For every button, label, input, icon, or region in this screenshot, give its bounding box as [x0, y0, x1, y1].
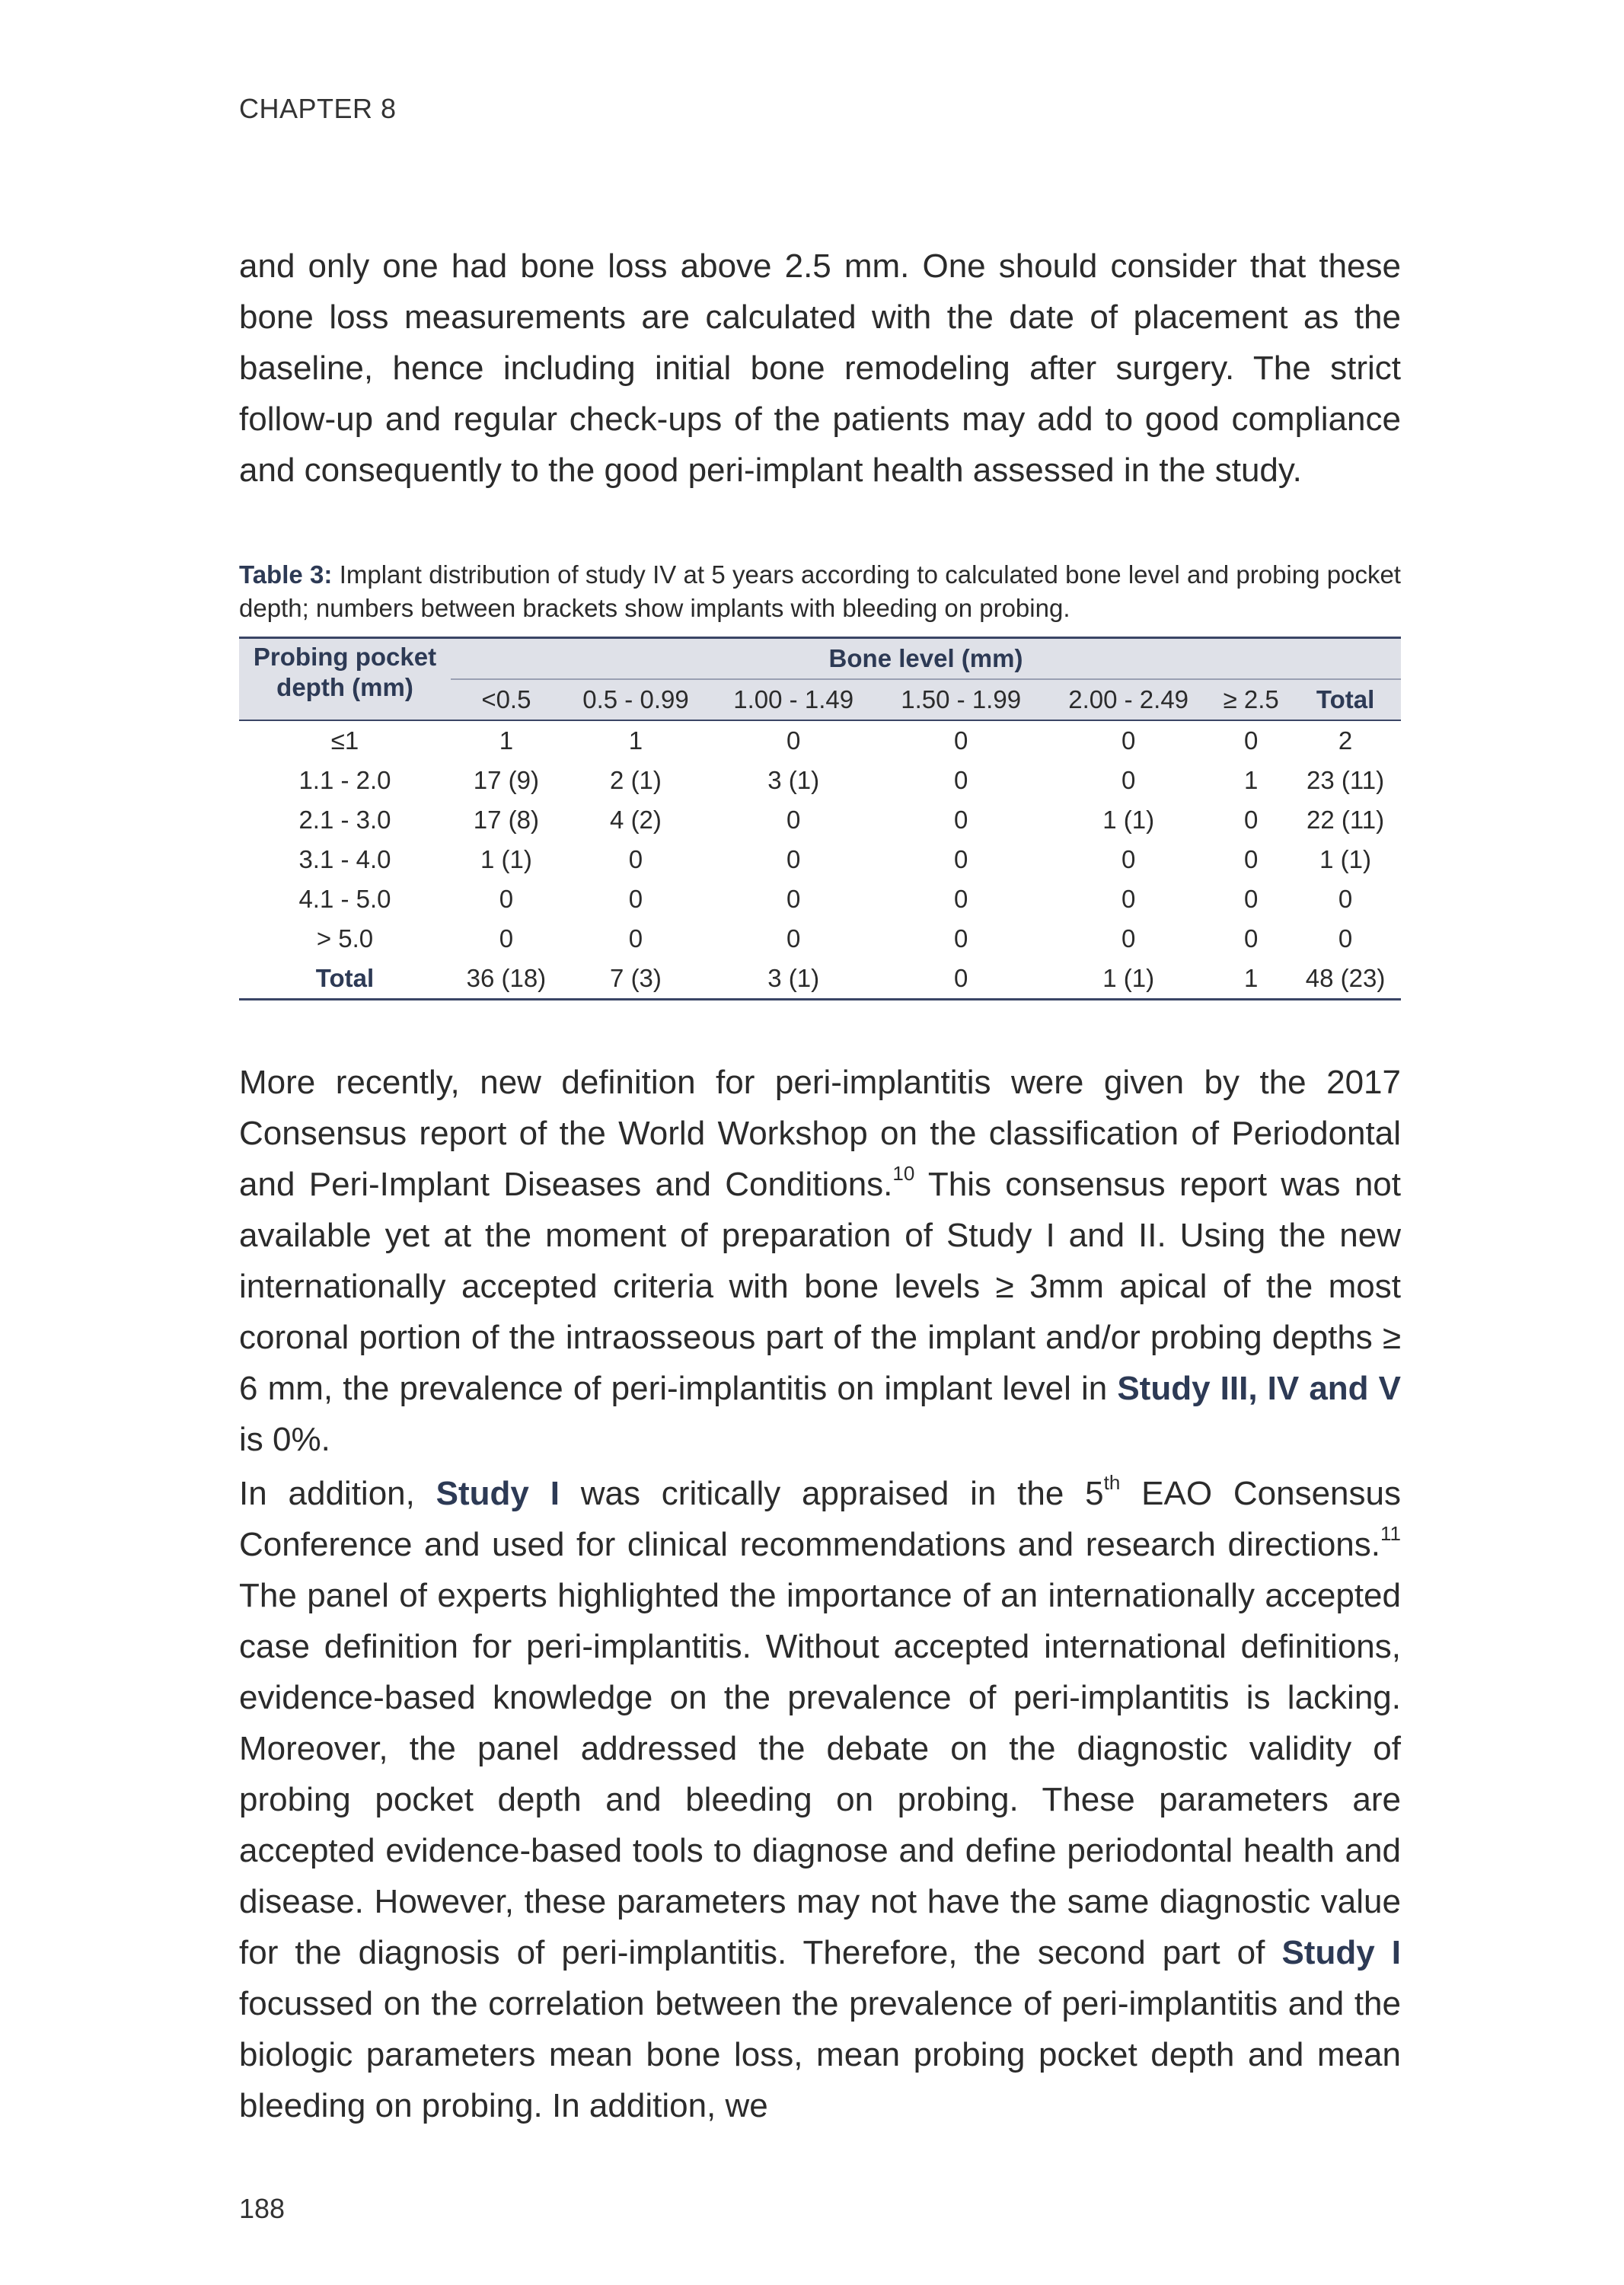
- table-cell: 0: [1121, 924, 1136, 953]
- table-cell: 1 (1): [1102, 806, 1155, 834]
- chapter-header: CHAPTER 8: [239, 93, 397, 124]
- table-cell: 1: [628, 726, 643, 755]
- table-cell: 1 (1): [1102, 964, 1155, 992]
- table-cell: 1: [1243, 766, 1259, 794]
- table-cell: 0: [628, 924, 643, 953]
- table-cell: 0: [953, 885, 968, 913]
- bold-study-reference: Study I: [436, 1475, 560, 1512]
- column-header: 1.00 - 1.49: [710, 679, 877, 720]
- table-cell: 0: [1121, 845, 1136, 873]
- table-cell: 17 (8): [473, 806, 539, 834]
- table-cell: 0: [499, 885, 514, 913]
- table-cell: 0: [1121, 766, 1136, 794]
- row-label-total: Total: [315, 964, 375, 992]
- table-cell: 2: [1338, 726, 1353, 755]
- table-cell: 1: [499, 726, 514, 755]
- table-cell: 0: [1338, 885, 1353, 913]
- reference-superscript: 10: [892, 1162, 915, 1186]
- column-header: ≥ 2.5: [1212, 679, 1290, 720]
- paragraph-bone-loss: and only one had bone loss above 2.5 mm. One should consider that these bone loss measurements are calculated with the date of placement as the baseline, hence including initial bone remodeling after surgery. The strict follow-up and regular check-ups of the patients may add to good compliance and consequently to the good peri-implant health assessed in the study.: [239, 247, 1401, 489]
- table-cell: 4 (2): [610, 806, 662, 834]
- table-cell: 0: [786, 806, 801, 834]
- table-cell: 7 (3): [610, 964, 662, 992]
- table-cell: 1 (1): [1319, 845, 1371, 873]
- table-caption: [239, 558, 1401, 625]
- text-run: In addition,: [239, 1475, 436, 1512]
- text-run: was critically appraised in the 5: [559, 1475, 1104, 1512]
- table-cell: 0: [953, 964, 968, 992]
- table-row-total: [239, 959, 1401, 1000]
- ordinal-superscript: th: [1103, 1471, 1121, 1495]
- row-header: Probing pocket depth (mm): [239, 638, 451, 721]
- reference-superscript: 11: [1380, 1522, 1401, 1546]
- text-run: is 0%.: [239, 1421, 330, 1458]
- row-label: 3.1 - 4.0: [298, 845, 391, 873]
- row-label: 4.1 - 5.0: [298, 885, 391, 913]
- text-run: This consensus report was not available yet at the moment of preparation of Study I and II. Using the new internationally accepted criteria with bone levels ≥ 3mm apical of the most coronal portion of the intraosseous part of the implant and/or probing depths ≥ 6 mm, the prevalence of peri-implantitis on implant level in: [239, 1166, 1401, 1407]
- table-cell: 0: [953, 726, 968, 755]
- table-cell: 0: [953, 806, 968, 834]
- table-row: [239, 800, 1401, 840]
- table-row: [239, 720, 1401, 761]
- bone-level-header: Bone level (mm): [451, 638, 1401, 680]
- text-run: EAO Consensus Conference and used for clinical recommendations and research directions.: [239, 1475, 1401, 1563]
- bold-study-reference: Study I: [1281, 1934, 1401, 1971]
- table-caption-label: Table 3:: [239, 560, 333, 589]
- row-label: 1.1 - 2.0: [298, 766, 391, 794]
- table-cell: 22 (11): [1307, 806, 1385, 834]
- table-cell: 0: [1243, 845, 1259, 873]
- table-cell: 2 (1): [610, 766, 662, 794]
- table-cell: 3 (1): [767, 964, 820, 992]
- column-header: 2.00 - 2.49: [1045, 679, 1212, 720]
- row-label: ≤1: [330, 726, 359, 755]
- table-cell: 0: [786, 885, 801, 913]
- text-run: The panel of experts highlighted the importance of an internationally accepted case definition for peri-implantitis. Without accepted international definitions, evidence-based knowledge on the prevalence of peri-implantitis is lacking. Moreover, the panel addressed the debate on the diagnostic validity of probing pocket depth and bleeding on probing. These parameters are accepted evidence-based tools to diagnose and define periodontal health and disease. However, these parameters may not have the same diagnostic value for the diagnosis of peri-implantitis. Therefore, the second part of: [239, 1577, 1401, 1971]
- table-cell: 0: [953, 845, 968, 873]
- bold-study-reference: Study III, IV and V: [1117, 1370, 1401, 1407]
- table-cell: 48 (23): [1305, 964, 1386, 992]
- page-number: 188: [239, 2193, 286, 2224]
- table-cell: 0: [1243, 924, 1259, 953]
- table-cell: 0: [786, 924, 801, 953]
- implant-distribution-table: [239, 637, 1401, 1000]
- table-row: [239, 840, 1401, 879]
- table-cell: 0: [1243, 806, 1259, 834]
- row-label: > 5.0: [316, 924, 374, 953]
- table-cell: 0: [1338, 924, 1353, 953]
- table-cell: 0: [1121, 885, 1136, 913]
- table-cell: 36 (18): [466, 964, 547, 992]
- table-cell: 0: [786, 726, 801, 755]
- column-header: 1.50 - 1.99: [877, 679, 1045, 720]
- table-cell: 0: [628, 845, 643, 873]
- table-caption-text: Implant distribution of study IV at 5 years according to calculated bone level and probing pocket depth; numbers between brackets show implants with bleeding on probing.: [239, 560, 1401, 622]
- table-cell: 23 (11): [1307, 766, 1385, 794]
- table-cell: 0: [953, 924, 968, 953]
- table-row: [239, 879, 1401, 919]
- table-cell: 0: [1243, 726, 1259, 755]
- table-cell: 1 (1): [480, 845, 532, 873]
- column-header: <0.5: [451, 679, 562, 720]
- table-cell: 0: [1243, 885, 1259, 913]
- table-cell: 1: [1243, 964, 1259, 992]
- text-run: focussed on the correlation between the prevalence of peri-implantitis and the biologic parameters mean bone loss, mean probing pocket depth and mean bleeding on probing. In addition, we: [239, 1985, 1401, 2124]
- table-cell: 3 (1): [767, 766, 820, 794]
- column-header: 0.5 - 0.99: [562, 679, 710, 720]
- table-cell: 0: [953, 766, 968, 794]
- table-cell: 0: [499, 924, 514, 953]
- paragraph-consensus-2017: [239, 1057, 1401, 1465]
- table-cell: 0: [628, 885, 643, 913]
- text-run: More recently, new definition for peri-implantitis were given by the 2017 Consensus report of the World Workshop on the classification of Periodontal and Peri-Implant Diseases and Conditions.: [239, 1064, 1401, 1203]
- table-row: [239, 761, 1401, 800]
- table-cell: 17 (9): [473, 766, 539, 794]
- paragraph-eao-consensus: [239, 1468, 1401, 2131]
- table-row: [239, 919, 1401, 959]
- column-header-total: Total: [1290, 679, 1401, 720]
- row-label: 2.1 - 3.0: [298, 806, 391, 834]
- table-cell: 0: [786, 845, 801, 873]
- table-cell: 0: [1121, 726, 1136, 755]
